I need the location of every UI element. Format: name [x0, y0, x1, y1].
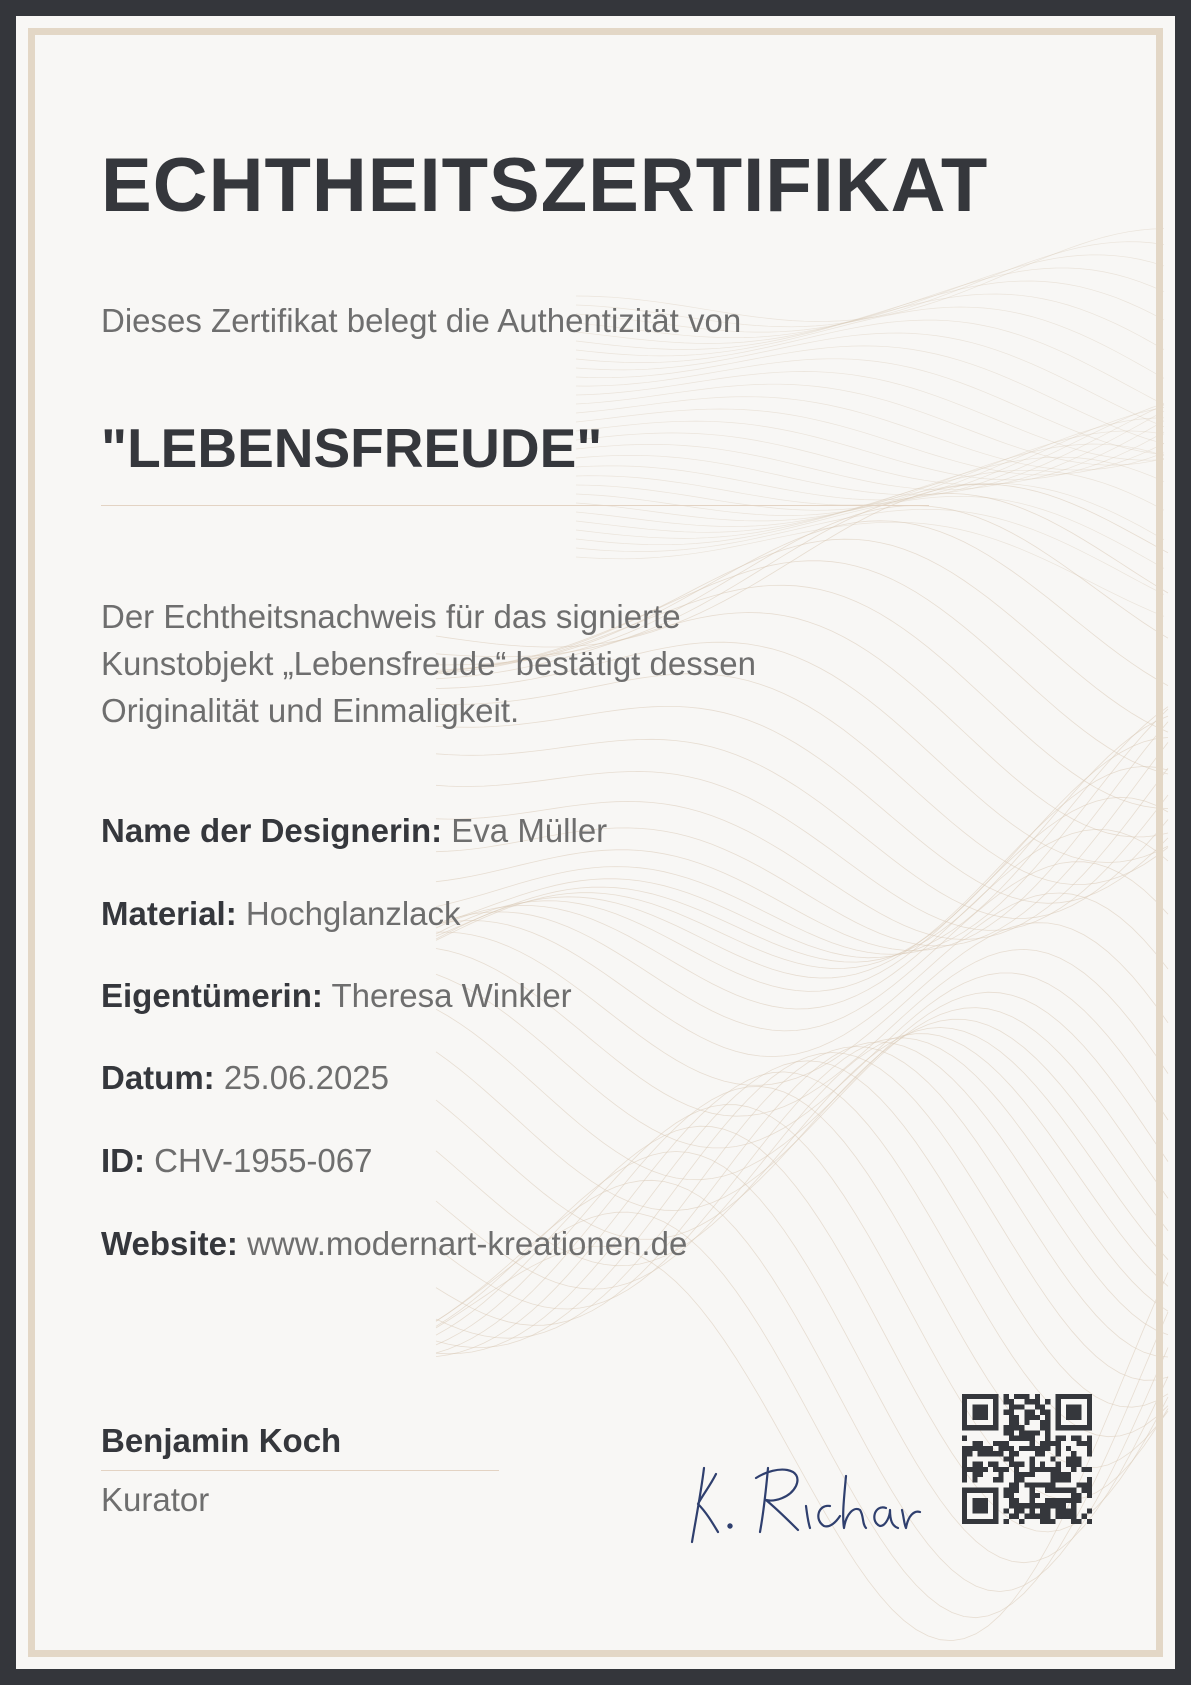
field-material: [101, 895, 461, 933]
handwritten-signature: [686, 1458, 926, 1548]
field-label: Datum:: [101, 1059, 215, 1096]
field-id: [101, 1142, 372, 1180]
signature-line: [101, 1470, 499, 1471]
field-designer: [101, 812, 607, 850]
title-divider: [101, 505, 929, 506]
field-label: ID:: [101, 1142, 145, 1179]
qr-code-icon: [962, 1394, 1092, 1524]
artwork-title: "LEBENSFREUDE": [101, 417, 603, 479]
certificate-sheet: [16, 16, 1175, 1669]
field-label: Website:: [101, 1225, 238, 1262]
field-date: [101, 1059, 389, 1097]
field-value: Eva Müller: [451, 812, 608, 849]
certificate-description: Der Echtheitsnachweis für das signierte Kunstobjekt „Lebensfreude“ bestätigt dessen Originalität und Einmaligkeit.: [101, 598, 756, 729]
field-owner: [101, 977, 572, 1015]
field-value: Theresa Winkler: [331, 977, 572, 1014]
field-label: Eigentümerin:: [101, 977, 323, 1014]
signatory-name: Benjamin Koch: [101, 1422, 342, 1459]
certificate-intro: Dieses Zertifikat belegt die Authentizität von: [101, 302, 742, 339]
field-value: 25.06.2025: [223, 1059, 390, 1096]
field-website: [101, 1225, 687, 1263]
field-value: Hochglanzlack: [245, 895, 461, 932]
field-value: CHV-1955-067: [154, 1142, 373, 1179]
field-label: Name der Designerin:: [101, 812, 443, 849]
field-value: www.modernart-kreationen.de: [247, 1225, 688, 1262]
certificate-title: ECHTHEITSZERTIFIKAT: [101, 143, 989, 228]
signatory-role: Kurator: [101, 1481, 210, 1518]
field-label: Material:: [101, 895, 237, 932]
